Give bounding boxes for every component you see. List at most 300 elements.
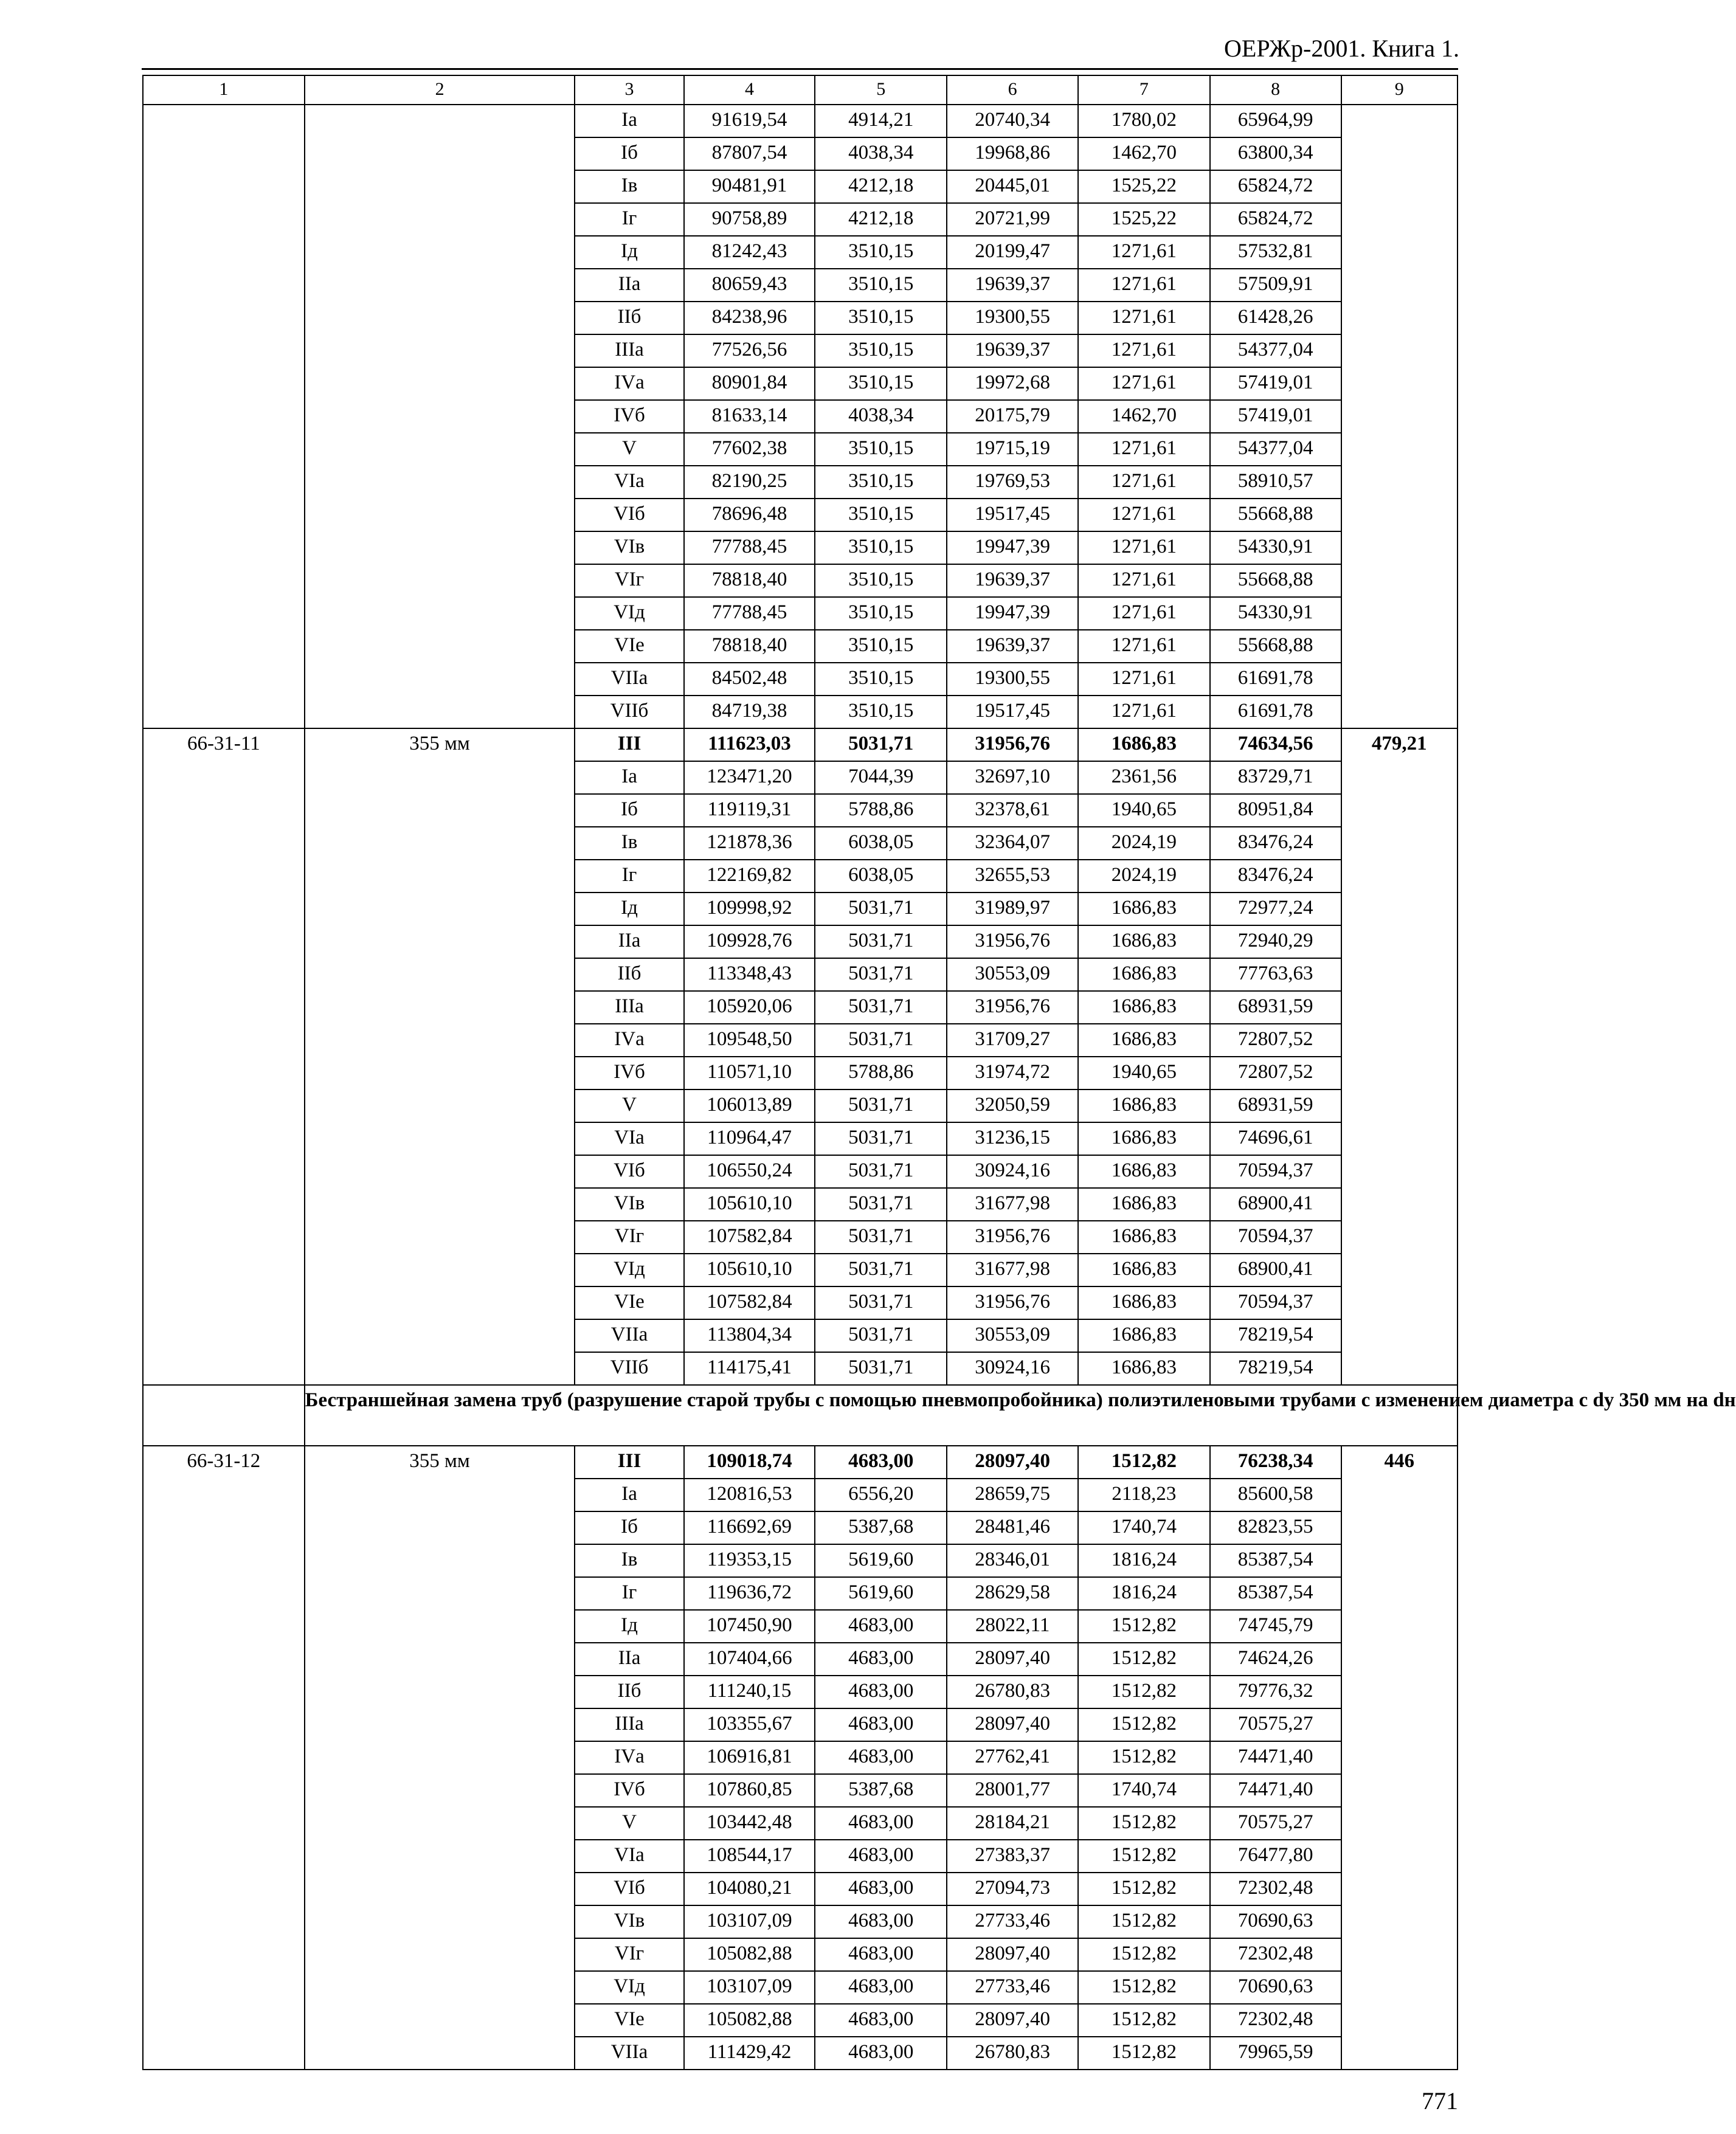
price-cell: 61691,78 [1210, 663, 1341, 696]
price-cell: 5031,71 [815, 1089, 947, 1122]
zone-cell: VIб [575, 1873, 683, 1905]
price-cell: 109018,74 [684, 1446, 815, 1479]
price-cell: 28097,40 [947, 1446, 1078, 1479]
price-cell: 1686,83 [1078, 1024, 1210, 1057]
zone-cell: VIг [575, 1938, 683, 1971]
price-cell: 78219,54 [1210, 1352, 1341, 1385]
price-cell: 105082,88 [684, 1938, 815, 1971]
price-cell: 123471,20 [684, 761, 815, 794]
zone-cell: IIб [575, 958, 683, 991]
price-cell: 19639,37 [947, 564, 1078, 597]
price-cell: 1512,82 [1078, 2037, 1210, 2070]
price-cell: 3510,15 [815, 367, 947, 400]
price-cell: 111429,42 [684, 2037, 815, 2070]
price-cell: 27094,73 [947, 1873, 1078, 1905]
price-cell: 65824,72 [1210, 170, 1341, 203]
price-cell: 57419,01 [1210, 367, 1341, 400]
price-cell: 32364,07 [947, 827, 1078, 860]
zone-cell: VIг [575, 1221, 683, 1254]
price-cell: 107582,84 [684, 1221, 815, 1254]
zone-cell: IVа [575, 367, 683, 400]
price-cell: 105082,88 [684, 2004, 815, 2037]
price-cell: 6038,05 [815, 860, 947, 893]
table-row [143, 728, 1458, 761]
item-diameter [305, 105, 575, 728]
price-cell: 1271,61 [1078, 531, 1210, 564]
zone-cell: IIа [575, 269, 683, 302]
price-cell: 1686,83 [1078, 1122, 1210, 1155]
price-cell: 1271,61 [1078, 466, 1210, 499]
price-cell: 109928,76 [684, 925, 815, 958]
price-cell: 77788,45 [684, 597, 815, 630]
price-cell: 4683,00 [815, 1446, 947, 1479]
price-cell: 19639,37 [947, 269, 1078, 302]
price-cell: 107450,90 [684, 1610, 815, 1643]
price-cell: 27733,46 [947, 1905, 1078, 1938]
price-cell: 113804,34 [684, 1319, 815, 1352]
section-row [143, 1385, 1458, 1446]
price-cell: 80951,84 [1210, 794, 1341, 827]
price-cell: 1271,61 [1078, 367, 1210, 400]
price-cell: 81242,43 [684, 236, 815, 269]
price-cell: 5788,86 [815, 1057, 947, 1089]
price-cell: 78696,48 [684, 499, 815, 531]
price-cell: 4683,00 [815, 1807, 947, 1840]
price-cell: 1512,82 [1078, 1807, 1210, 1840]
zone-cell: III [575, 1446, 683, 1479]
price-cell: 4683,00 [815, 1873, 947, 1905]
price-cell: 84719,38 [684, 696, 815, 728]
price-cell: 80659,43 [684, 269, 815, 302]
price-cell: 26780,83 [947, 2037, 1078, 2070]
zone-cell: IIIа [575, 1708, 683, 1741]
price-cell: 1462,70 [1078, 400, 1210, 433]
price-cell: 5031,71 [815, 991, 947, 1024]
price-cell: 20740,34 [947, 105, 1078, 137]
zone-cell: VIб [575, 499, 683, 531]
zone-cell: VIIб [575, 696, 683, 728]
price-cell: 26780,83 [947, 1676, 1078, 1708]
price-cell: 6038,05 [815, 827, 947, 860]
zone-cell: IIIа [575, 991, 683, 1024]
price-cell: 1525,22 [1078, 203, 1210, 236]
price-cell: 1686,83 [1078, 991, 1210, 1024]
price-cell: 74624,26 [1210, 1643, 1341, 1676]
price-cell: 31956,76 [947, 1221, 1078, 1254]
price-cell: 5031,71 [815, 1155, 947, 1188]
price-cell: 1271,61 [1078, 630, 1210, 663]
price-cell: 85387,54 [1210, 1544, 1341, 1577]
column-number: 1 [143, 75, 305, 105]
price-cell: 1271,61 [1078, 334, 1210, 367]
price-cell: 31956,76 [947, 991, 1078, 1024]
price-cell: 68900,41 [1210, 1254, 1341, 1286]
price-cell: 27383,37 [947, 1840, 1078, 1873]
price-cell: 19300,55 [947, 663, 1078, 696]
price-cell: 82823,55 [1210, 1511, 1341, 1544]
price-cell: 30924,16 [947, 1155, 1078, 1188]
price-cell: 1271,61 [1078, 696, 1210, 728]
zone-cell: VIа [575, 466, 683, 499]
price-cell: 4683,00 [815, 1708, 947, 1741]
price-cell: 1512,82 [1078, 1610, 1210, 1643]
price-cell: 57509,91 [1210, 269, 1341, 302]
price-cell: 28001,77 [947, 1774, 1078, 1807]
extra-value: 446 [1341, 1446, 1458, 2070]
zone-cell: Iг [575, 203, 683, 236]
zone-cell: V [575, 433, 683, 466]
zone-cell: VIа [575, 1122, 683, 1155]
extra-value [1341, 105, 1458, 728]
price-cell: 1940,65 [1078, 1057, 1210, 1089]
price-cell: 1271,61 [1078, 499, 1210, 531]
zone-cell: IIб [575, 302, 683, 334]
price-cell: 54330,91 [1210, 597, 1341, 630]
price-cell: 107582,84 [684, 1286, 815, 1319]
price-cell: 3510,15 [815, 696, 947, 728]
price-cell: 28022,11 [947, 1610, 1078, 1643]
price-cell: 110571,10 [684, 1057, 815, 1089]
price-cell: 83476,24 [1210, 827, 1341, 860]
price-cell: 106013,89 [684, 1089, 815, 1122]
price-cell: 19972,68 [947, 367, 1078, 400]
item-code: 66-31-11 [143, 728, 305, 1385]
zone-cell: VIа [575, 1840, 683, 1873]
price-cell: 76477,80 [1210, 1840, 1341, 1873]
price-cell: 4683,00 [815, 1971, 947, 2004]
price-cell: 63800,34 [1210, 137, 1341, 170]
price-cell: 87807,54 [684, 137, 815, 170]
price-cell: 19517,45 [947, 696, 1078, 728]
price-cell: 54377,04 [1210, 334, 1341, 367]
price-cell: 1686,83 [1078, 1254, 1210, 1286]
price-cell: 4038,34 [815, 400, 947, 433]
price-cell: 107404,66 [684, 1643, 815, 1676]
price-cell: 28629,58 [947, 1577, 1078, 1610]
price-cell: 19947,39 [947, 531, 1078, 564]
price-cell: 109998,92 [684, 893, 815, 925]
zone-cell: VIе [575, 630, 683, 663]
price-cell: 5031,71 [815, 1122, 947, 1155]
price-cell: 121878,36 [684, 827, 815, 860]
price-cell: 103107,09 [684, 1905, 815, 1938]
header-rule [142, 68, 1458, 70]
zone-cell: VIв [575, 1905, 683, 1938]
price-cell: 3510,15 [815, 302, 947, 334]
price-cell: 28097,40 [947, 1643, 1078, 1676]
price-cell: 105610,10 [684, 1254, 815, 1286]
price-cell: 5031,71 [815, 1319, 947, 1352]
price-cell: 90481,91 [684, 170, 815, 203]
price-cell: 4212,18 [815, 203, 947, 236]
price-cell: 28097,40 [947, 2004, 1078, 2037]
price-cell: 1686,83 [1078, 958, 1210, 991]
price-cell: 1462,70 [1078, 137, 1210, 170]
zone-cell: Iб [575, 1511, 683, 1544]
price-cell: 31677,98 [947, 1254, 1078, 1286]
price-cell: 1512,82 [1078, 1840, 1210, 1873]
column-number: 6 [947, 75, 1078, 105]
zone-cell: V [575, 1807, 683, 1840]
price-cell: 4038,34 [815, 137, 947, 170]
price-cell: 20199,47 [947, 236, 1078, 269]
price-cell: 72807,52 [1210, 1024, 1341, 1057]
price-cell: 61428,26 [1210, 302, 1341, 334]
zone-cell: IVа [575, 1024, 683, 1057]
price-cell: 109548,50 [684, 1024, 815, 1057]
price-cell: 32655,53 [947, 860, 1078, 893]
price-cell: 3510,15 [815, 269, 947, 302]
price-cell: 31974,72 [947, 1057, 1078, 1089]
price-cell: 83729,71 [1210, 761, 1341, 794]
price-cell: 5619,60 [815, 1577, 947, 1610]
price-cell: 77763,63 [1210, 958, 1341, 991]
zone-cell: IIIа [575, 334, 683, 367]
price-cell: 1686,83 [1078, 1352, 1210, 1385]
price-cell: 119119,31 [684, 794, 815, 827]
price-cell: 2118,23 [1078, 1479, 1210, 1511]
price-cell: 28659,75 [947, 1479, 1078, 1511]
table-body [143, 75, 1736, 2070]
zone-cell: VIIа [575, 663, 683, 696]
zone-cell: Iд [575, 893, 683, 925]
price-cell: 83476,24 [1210, 860, 1341, 893]
price-cell: 5031,71 [815, 925, 947, 958]
price-cell: 1512,82 [1078, 1905, 1210, 1938]
price-cell: 84238,96 [684, 302, 815, 334]
price-cell: 84502,48 [684, 663, 815, 696]
price-cell: 31956,76 [947, 1286, 1078, 1319]
price-cell: 74634,56 [1210, 728, 1341, 761]
item-diameter: 355 мм [305, 728, 575, 1385]
price-cell: 61691,78 [1210, 696, 1341, 728]
price-cell: 85600,58 [1210, 1479, 1341, 1511]
price-cell: 65964,99 [1210, 105, 1341, 137]
price-cell: 5031,71 [815, 728, 947, 761]
zone-cell: Iа [575, 761, 683, 794]
price-cell: 65824,72 [1210, 203, 1341, 236]
section-empty-cell [143, 1385, 305, 1446]
column-number: 7 [1078, 75, 1210, 105]
price-cell: 3510,15 [815, 564, 947, 597]
price-cell: 120816,53 [684, 1479, 815, 1511]
section-title: Бестраншейная замена труб (разрушение старой трубы с помощью пневмопробойника) полиэтиленовыми трубами с изменением диаметра с dу 350 мм на dн [305, 1385, 1458, 1446]
price-cell: 70575,27 [1210, 1708, 1341, 1741]
price-cell: 103442,48 [684, 1807, 815, 1840]
price-cell: 78818,40 [684, 630, 815, 663]
price-cell: 30924,16 [947, 1352, 1078, 1385]
price-cell: 78219,54 [1210, 1319, 1341, 1352]
price-cell: 103107,09 [684, 1971, 815, 2004]
price-cell: 70594,37 [1210, 1155, 1341, 1188]
price-cell: 3510,15 [815, 531, 947, 564]
price-cell: 19300,55 [947, 302, 1078, 334]
price-cell: 1512,82 [1078, 1643, 1210, 1676]
price-cell: 3510,15 [815, 334, 947, 367]
price-cell: 32050,59 [947, 1089, 1078, 1122]
zone-cell: Iб [575, 137, 683, 170]
price-cell: 4683,00 [815, 1938, 947, 1971]
price-cell: 70690,63 [1210, 1971, 1341, 2004]
price-cell: 28346,01 [947, 1544, 1078, 1577]
price-cell: 4683,00 [815, 1840, 947, 1873]
price-cell: 19715,19 [947, 433, 1078, 466]
price-cell: 31956,76 [947, 925, 1078, 958]
price-cell: 70690,63 [1210, 1905, 1341, 1938]
price-cell: 4683,00 [815, 2004, 947, 2037]
zone-cell: VIIа [575, 1319, 683, 1352]
price-cell: 116692,69 [684, 1511, 815, 1544]
price-cell: 1740,74 [1078, 1774, 1210, 1807]
price-cell: 19517,45 [947, 499, 1078, 531]
price-cell: 57532,81 [1210, 236, 1341, 269]
zone-cell: Iг [575, 860, 683, 893]
price-cell: 1271,61 [1078, 269, 1210, 302]
price-cell: 72807,52 [1210, 1057, 1341, 1089]
item-code [143, 105, 305, 728]
price-cell: 78818,40 [684, 564, 815, 597]
zone-cell: Iа [575, 105, 683, 137]
zone-cell: Iд [575, 1610, 683, 1643]
price-cell: 1271,61 [1078, 302, 1210, 334]
price-cell: 74745,79 [1210, 1610, 1341, 1643]
price-cell: 72940,29 [1210, 925, 1341, 958]
column-number: 4 [684, 75, 815, 105]
price-cell: 3510,15 [815, 433, 947, 466]
price-cell: 4683,00 [815, 1676, 947, 1708]
zone-cell: VIв [575, 1188, 683, 1221]
price-cell: 4683,00 [815, 1905, 947, 1938]
zone-cell: IVа [575, 1741, 683, 1774]
price-cell: 68931,59 [1210, 991, 1341, 1024]
price-cell: 90758,89 [684, 203, 815, 236]
price-cell: 104080,21 [684, 1873, 815, 1905]
price-cell: 55668,88 [1210, 499, 1341, 531]
price-cell: 1780,02 [1078, 105, 1210, 137]
price-cell: 5031,71 [815, 958, 947, 991]
price-cell: 4683,00 [815, 2037, 947, 2070]
price-cell: 72302,48 [1210, 1873, 1341, 1905]
price-cell: 3510,15 [815, 630, 947, 663]
price-cell: 80901,84 [684, 367, 815, 400]
price-cell: 72977,24 [1210, 893, 1341, 925]
price-cell: 32697,10 [947, 761, 1078, 794]
zone-cell: VIе [575, 1286, 683, 1319]
price-cell: 19947,39 [947, 597, 1078, 630]
price-cell: 82190,25 [684, 466, 815, 499]
price-cell: 1512,82 [1078, 1676, 1210, 1708]
price-cell: 5619,60 [815, 1544, 947, 1577]
zone-cell: VIб [575, 1155, 683, 1188]
price-cell: 1686,83 [1078, 1155, 1210, 1188]
price-cell: 55668,88 [1210, 564, 1341, 597]
price-cell: 1271,61 [1078, 597, 1210, 630]
price-cell: 108544,17 [684, 1840, 815, 1873]
price-cell: 106550,24 [684, 1155, 815, 1188]
price-cell: 72302,48 [1210, 2004, 1341, 2037]
zone-cell: VIв [575, 531, 683, 564]
zone-cell: IIа [575, 1643, 683, 1676]
price-cell: 70594,37 [1210, 1221, 1341, 1254]
price-cell: 111623,03 [684, 728, 815, 761]
price-cell: 4683,00 [815, 1741, 947, 1774]
extra-value: 479,21 [1341, 728, 1458, 1385]
price-cell: 113348,43 [684, 958, 815, 991]
price-cell: 1740,74 [1078, 1511, 1210, 1544]
zone-cell: IVб [575, 1057, 683, 1089]
price-cell: 3510,15 [815, 597, 947, 630]
price-cell: 1271,61 [1078, 236, 1210, 269]
price-cell: 1271,61 [1078, 663, 1210, 696]
price-cell: 57419,01 [1210, 400, 1341, 433]
price-cell: 111240,15 [684, 1676, 815, 1708]
price-cell: 105920,06 [684, 991, 815, 1024]
price-cell: 1512,82 [1078, 1938, 1210, 1971]
price-cell: 1816,24 [1078, 1544, 1210, 1577]
price-cell: 31236,15 [947, 1122, 1078, 1155]
price-cell: 5387,68 [815, 1511, 947, 1544]
price-cell: 27733,46 [947, 1971, 1078, 2004]
column-number: 9 [1341, 75, 1458, 105]
zone-cell: Iд [575, 236, 683, 269]
zone-cell: VIе [575, 2004, 683, 2037]
price-cell: 1512,82 [1078, 1741, 1210, 1774]
price-cell: 3510,15 [815, 663, 947, 696]
price-cell: 79776,32 [1210, 1676, 1341, 1708]
price-cell: 68931,59 [1210, 1089, 1341, 1122]
price-cell: 28097,40 [947, 1938, 1078, 1971]
price-cell: 114175,41 [684, 1352, 815, 1385]
price-cell: 1686,83 [1078, 1188, 1210, 1221]
price-cell: 1512,82 [1078, 2004, 1210, 2037]
zone-cell: Iв [575, 827, 683, 860]
price-cell: 1686,83 [1078, 1319, 1210, 1352]
zone-cell: III [575, 728, 683, 761]
price-cell: 72302,48 [1210, 1938, 1341, 1971]
price-cell: 5031,71 [815, 1352, 947, 1385]
zone-cell: V [575, 1089, 683, 1122]
price-cell: 3510,15 [815, 466, 947, 499]
price-cell: 5788,86 [815, 794, 947, 827]
zone-cell: IVб [575, 400, 683, 433]
price-cell: 31989,97 [947, 893, 1078, 925]
price-cell: 5031,71 [815, 1024, 947, 1057]
price-cell: 1686,83 [1078, 925, 1210, 958]
zone-cell: VIд [575, 597, 683, 630]
price-cell: 122169,82 [684, 860, 815, 893]
price-cell: 32378,61 [947, 794, 1078, 827]
page-header: ОЕРЖр-2001. Книга 1. [1224, 35, 1459, 62]
column-number: 5 [815, 75, 947, 105]
zone-cell: Iа [575, 1479, 683, 1511]
price-cell: 70575,27 [1210, 1807, 1341, 1840]
zone-cell: IIа [575, 925, 683, 958]
zone-cell: Iв [575, 1544, 683, 1577]
price-cell: 77788,45 [684, 531, 815, 564]
zone-cell: IVб [575, 1774, 683, 1807]
zone-cell: VIд [575, 1254, 683, 1286]
price-cell: 91619,54 [684, 105, 815, 137]
price-cell: 76238,34 [1210, 1446, 1341, 1479]
zone-cell: VIIб [575, 1352, 683, 1385]
price-cell: 5031,71 [815, 1286, 947, 1319]
price-cell: 1512,82 [1078, 1708, 1210, 1741]
price-cell: 5031,71 [815, 1254, 947, 1286]
price-cell: 20445,01 [947, 170, 1078, 203]
price-table [142, 75, 1736, 2070]
price-cell: 19769,53 [947, 466, 1078, 499]
price-cell: 68900,41 [1210, 1188, 1341, 1221]
